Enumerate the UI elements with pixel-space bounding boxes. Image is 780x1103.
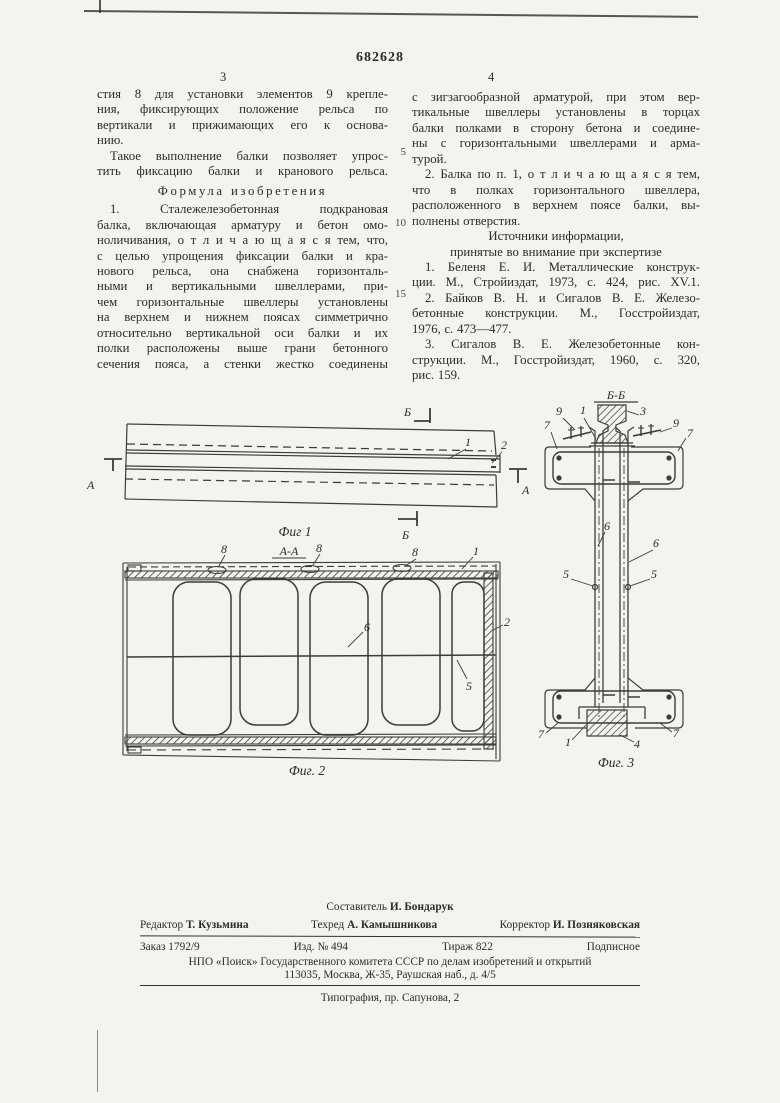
text-line: чем горизонтальные швеллеры установлены	[97, 294, 388, 309]
patent-number: 682628	[356, 50, 404, 65]
proofreader-name: И. Позняковская	[552, 919, 640, 931]
fig3-part-9-label: 9	[556, 404, 562, 418]
text-line: сечения пояса, а стенки жестко соединены	[97, 356, 388, 371]
text-line: турой.	[412, 151, 447, 166]
tech-editor-label: Техред	[311, 919, 345, 931]
compiler-label: Составитель	[326, 901, 388, 913]
text-line: тить фиксацию балки и кранового рельса.	[97, 164, 388, 179]
left-text-column	[97, 87, 388, 372]
fig2-hole-8-label: 8	[412, 545, 418, 559]
proofreader	[500, 919, 640, 932]
fig2-caption: Фиг. 2	[288, 763, 326, 778]
text-line: тикальные швеллеры установлены в торцах	[412, 105, 700, 120]
fig1-section-b-bottom-label: Б	[402, 528, 410, 542]
text-line: балки полками в сторону бетона и соедине-	[412, 120, 700, 135]
text-line: нового рельса, она снабжена горизонталь-	[97, 263, 388, 278]
line-number-10: 10	[395, 217, 406, 229]
fig2-part-1-label: 1	[473, 544, 479, 558]
text-line: 1. Сталежелезобетонная подкрановая	[110, 202, 388, 217]
editor	[140, 919, 249, 932]
fig2-hole-8-label: 8	[221, 543, 227, 556]
figure-1-beam-plan-drawing	[80, 393, 540, 548]
fig1-section-a-left-label: А	[87, 478, 95, 492]
text-line: ны с горизонтальными швеллерами и арма-	[412, 136, 700, 151]
imprint-block	[140, 901, 640, 1005]
text-line: ции. М., Стройиздат, 1973, с. 424, рис. XV.1.	[412, 275, 700, 290]
text-line: стия 8 для установки элементов 9 крепле-	[97, 87, 388, 101]
address-line: 113035, Москва, Ж-35, Раушская наб., д. 4/5	[284, 969, 496, 981]
text-line: ными и вертикальными швеллерами, при-	[97, 279, 388, 294]
fig1-section-a-right-label: А	[522, 483, 530, 497]
order-number: Заказ 1792/9	[140, 941, 200, 953]
fig3-part-6-label: 6	[653, 536, 659, 550]
text-line: нию.	[97, 133, 124, 148]
text-line: что в полках горизонтального швеллера,	[412, 182, 700, 197]
staff-row	[140, 919, 640, 932]
text-line: 3. Сигалов В. Е. Железобетонные кон-	[425, 337, 700, 352]
fig1-section-b-top-label: Б	[404, 405, 412, 419]
text-line: 1. Беленя Е. И. Металлические конструк-	[425, 259, 700, 274]
circulation: Тираж 822	[441, 941, 493, 953]
text-line: ния, фиксирующих положение рельса по	[97, 102, 388, 117]
text-line: 2. Балка по п. 1, о т л и ч а ю щ а я с я тем,	[425, 167, 700, 182]
fig2-part-2-label: 2	[504, 615, 510, 629]
fig3-part-7-label: 7	[538, 727, 544, 741]
committee-line: НПО «Поиск» Государственного комитета СССР по делам изобретений и открытий	[188, 956, 592, 968]
text-line: расположенного в верхнем поясе балки, вы-	[412, 198, 700, 213]
fig2-part-6-label: 6	[364, 620, 370, 634]
text-line: полнены отверстия.	[412, 213, 521, 228]
subscription-note: Подписное	[586, 941, 640, 953]
fig3-bottom-block-hatched	[587, 710, 627, 736]
fig2-hole-8-label: 8	[316, 543, 322, 555]
text-line: Формула изобретения	[157, 183, 328, 198]
text-line: вертикали и прижимающих его к основа-	[97, 117, 388, 132]
scan-border-left	[97, 1030, 98, 1092]
text-line: с зигзагообразной арматурой, при этом вер-	[412, 90, 700, 104]
fig3-part-5-label: 5	[651, 567, 657, 581]
text-line: на верхнем и нижнем поясах симметрично	[97, 310, 388, 325]
text-line: с целью упрощения фиксации балки и кра-	[97, 248, 388, 263]
column-number-right: 4	[488, 70, 495, 84]
text-line: принятые во внимание при экспертизе	[450, 244, 662, 259]
text-line: 2. Байков В. Н. и Сигалов В. Е. Железо-	[425, 290, 700, 305]
editor-label: Редактор	[140, 919, 184, 931]
fig3-part-1-label: 1	[580, 403, 586, 417]
scan-tick-top	[99, 0, 101, 13]
line-number-5: 5	[400, 146, 406, 158]
fig3-part-9-label: 9	[673, 416, 679, 430]
text-line: относительно вертикальной оси балки и их	[97, 325, 388, 340]
text-line: Такое выполнение балки позволяет упрос-	[110, 148, 388, 163]
footer-rule-bottom	[140, 985, 640, 986]
text-line: балка, включающая арматуру и бетон омо-	[97, 217, 388, 232]
proofreader-label: Корректор	[499, 919, 551, 931]
fig1-part-2-label: 2	[501, 438, 507, 452]
fig3-part-1-label: 1	[565, 735, 571, 749]
column-number-left: 3	[220, 70, 227, 84]
fig3-part-7-label: 7	[687, 426, 693, 440]
text-line: Источники информации,	[488, 229, 624, 244]
edition-number: Изд. № 494	[293, 941, 348, 953]
figure-2-section-aa-drawing	[105, 543, 520, 783]
text-line: струкции. М., Госстройиздат, 1960, с. 320,	[412, 352, 700, 367]
fig1-caption: Фиг 1	[278, 524, 312, 539]
text-line: полки расположены выше грани бетонного	[97, 341, 388, 356]
fig3-caption: Фиг. 3	[597, 755, 635, 770]
fig3-part-7-label: 7	[544, 418, 550, 432]
print-info-row	[140, 941, 640, 954]
text-line: бетонные конструкции. М., Госстройиздат,	[412, 306, 700, 321]
fig3-section-title: Б-Б	[606, 388, 626, 402]
fig2-part-5-label: 5	[466, 679, 472, 693]
fig2-section-title: А-А	[279, 544, 299, 558]
figure-3-section-bb-drawing	[523, 385, 705, 780]
fig1-part-1-label: 1	[465, 435, 471, 449]
tech-editor-name: А. Камышникова	[347, 919, 438, 931]
fig3-part-6-label: 6	[604, 519, 610, 533]
text-line: рис. 159.	[412, 368, 461, 383]
fig3-part-7-label: 7	[673, 726, 679, 740]
tech-editor	[311, 919, 437, 932]
editor-name: Т. Кузьмина	[186, 919, 249, 931]
footer-rule-top	[140, 935, 640, 937]
right-text-column	[412, 90, 700, 384]
fig3-part-3-label: 3	[640, 404, 646, 418]
fig3-part-5-label: 5	[563, 567, 569, 581]
printer-line: Типография, пр. Сапунова, 2	[320, 992, 460, 1004]
text-line: ноличивания, о т л и ч а ю щ а я с я тем, что,	[97, 233, 388, 248]
fig3-part-4-label: 4	[634, 737, 640, 751]
scan-border-top	[84, 10, 698, 18]
fig3-crane-rail-hatched	[596, 405, 628, 443]
line-number-15: 15	[395, 288, 406, 300]
text-line: 1976, с. 473—477.	[412, 321, 512, 336]
compiler-name: И. Бондарук	[389, 901, 454, 913]
compiler-row	[140, 901, 640, 914]
